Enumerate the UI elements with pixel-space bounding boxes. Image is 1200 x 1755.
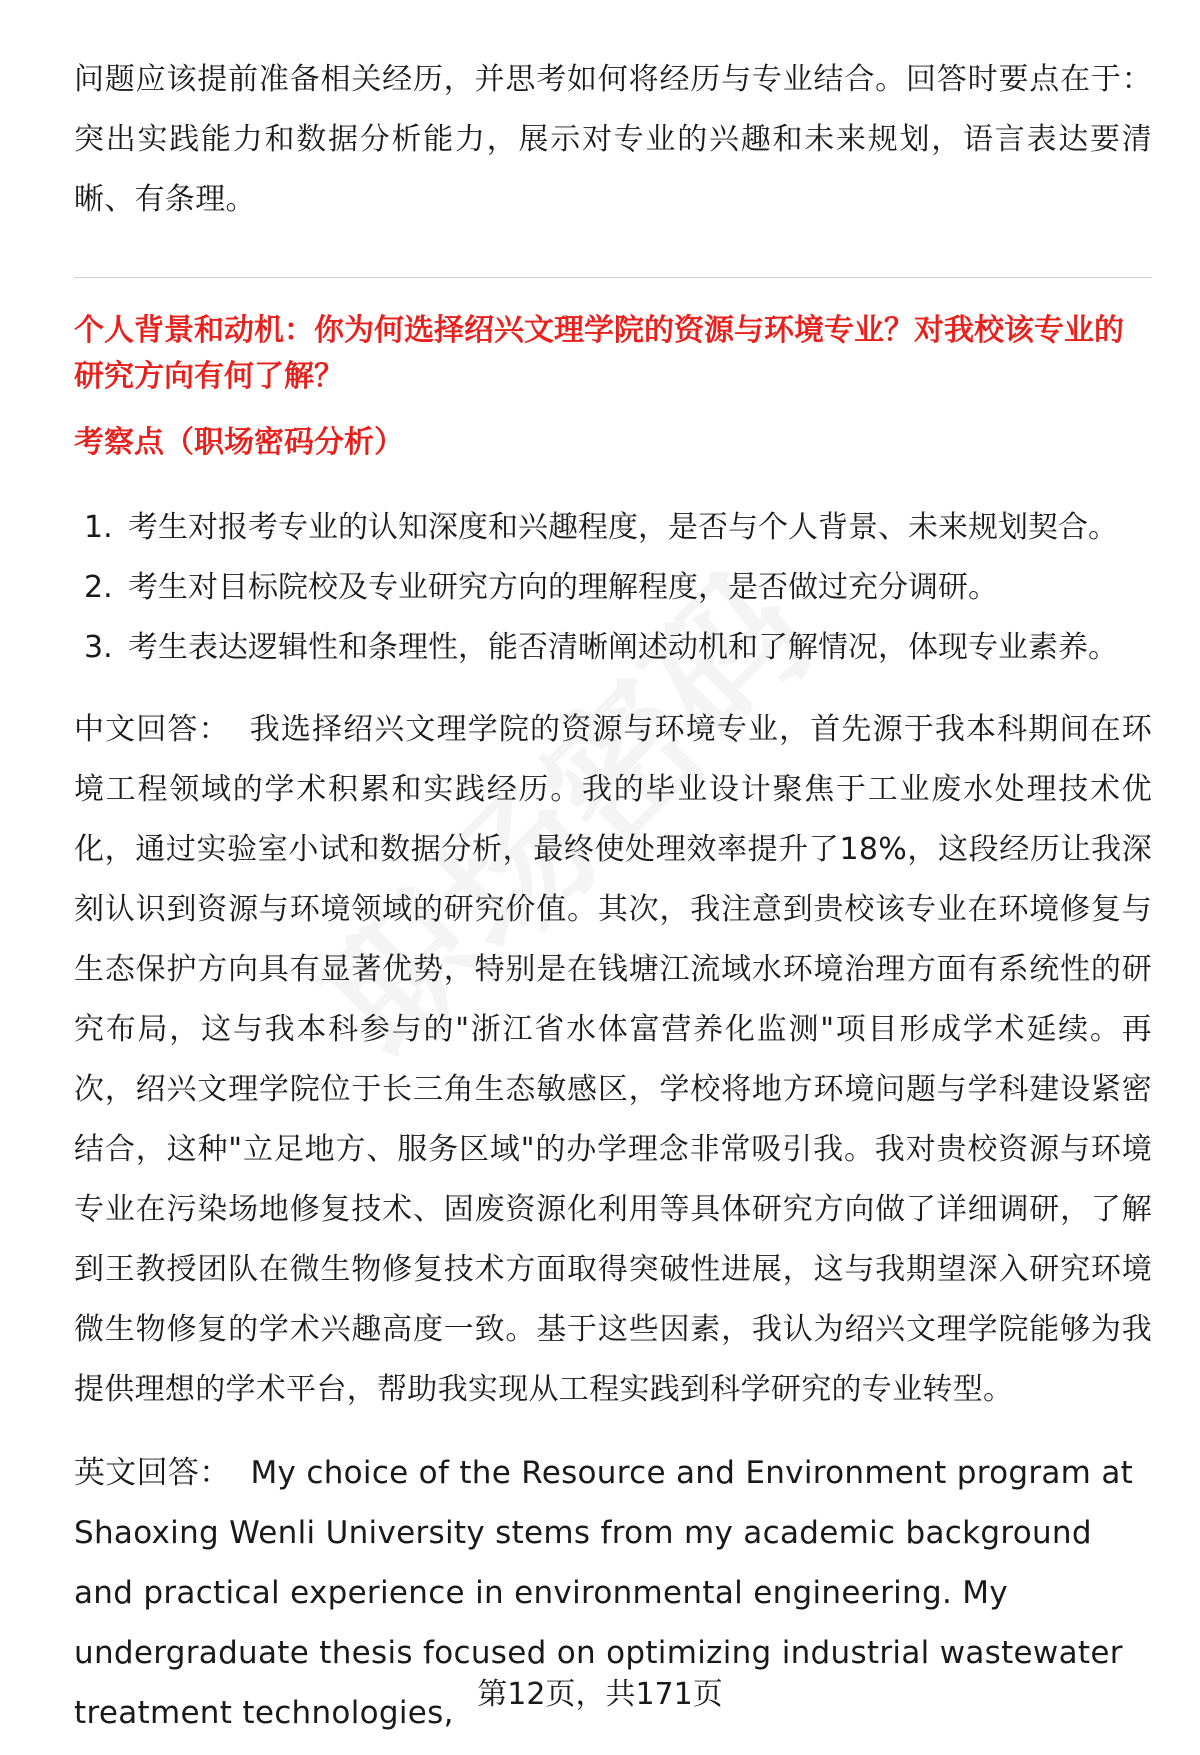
list-item-number: 2.	[84, 570, 113, 605]
assessment-points-title: 考察点（职场密码分析）	[74, 425, 404, 460]
list-item	[84, 618, 1152, 678]
chinese-answer-label: 中文回答：	[74, 712, 230, 747]
list-item-number: 3.	[84, 630, 113, 665]
chinese-answer-paragraph	[74, 700, 1152, 1420]
list-item-number: 1.	[84, 510, 113, 545]
list-item	[84, 498, 1152, 558]
section-divider	[74, 277, 1152, 278]
list-item-text: 考生对目标院校及专业研究方向的理解程度，是否做过充分调研。	[128, 570, 998, 605]
intro-paragraph: 问题应该提前准备相关经历，并思考如何将经历与专业结合。回答时要点在于：突出实践能力和数据分析能力，展示对专业的兴趣和未来规划，语言表达要清晰、有条理。	[74, 62, 1152, 217]
question-heading: 个人背景和动机：你为何选择绍兴文理学院的资源与环境专业？对我校该专业的研究方向有何了解？	[74, 313, 1124, 394]
chinese-answer-text: 我选择绍兴文理学院的资源与环境专业，首先源于我本科期间在环境工程领域的学术积累和实践经历。我的毕业设计聚焦于工业废水处理技术优化，通过实验室小试和数据分析，最终使处理效率提升了18%，这段经历让我深刻认识到资源与环境领域的研究价值。其次，我注意到贵校该专业在环境修复与生态保护方向具有显著优势，特别是在钱塘江流域水环境治理方面有系统性的研究布局，这与我本科参与的"浙江省水体富营养化监测"项目形成学术延续。再次，绍兴文理学院位于长三角生态敏感区，学校将地方环境问题与学科建设紧密结合，这种"立足地方、服务区域"的办学理念非常吸引我。我对贵校资源与环境专业在污染场地修复技术、固废资源化利用等具体研究方向做了详细调研，了解到王教授团队在微生物修复技术方面取得突破性进展，这与我期望深入研究环境微生物修复的学术兴趣高度一致。基于这些因素，我认为绍兴文理学院能够为我提供理想的学术平台，帮助我实现从工程实践到科学研究的专业转型。	[74, 712, 1153, 1407]
list-item	[84, 558, 1152, 618]
english-answer-label: 英文回答：	[74, 1455, 231, 1491]
list-item-text: 考生表达逻辑性和条理性，能否清晰阐述动机和了解情况，体现专业素养。	[128, 630, 1118, 665]
list-item-text: 考生对报考专业的认知深度和兴趣程度，是否与个人背景、未来规划契合。	[128, 510, 1118, 545]
page-number-footer: 第12页，共171页	[477, 1677, 723, 1712]
english-answer-text: My choice of the Resource and Environment program at Shaoxing Wenli University stems from my academic background and practical experience in environmental engineering. My undergraduate thesis focused on optimizing industrial wastewater treatment technologies,	[74, 1455, 1134, 1731]
assessment-points-list	[84, 498, 1152, 678]
